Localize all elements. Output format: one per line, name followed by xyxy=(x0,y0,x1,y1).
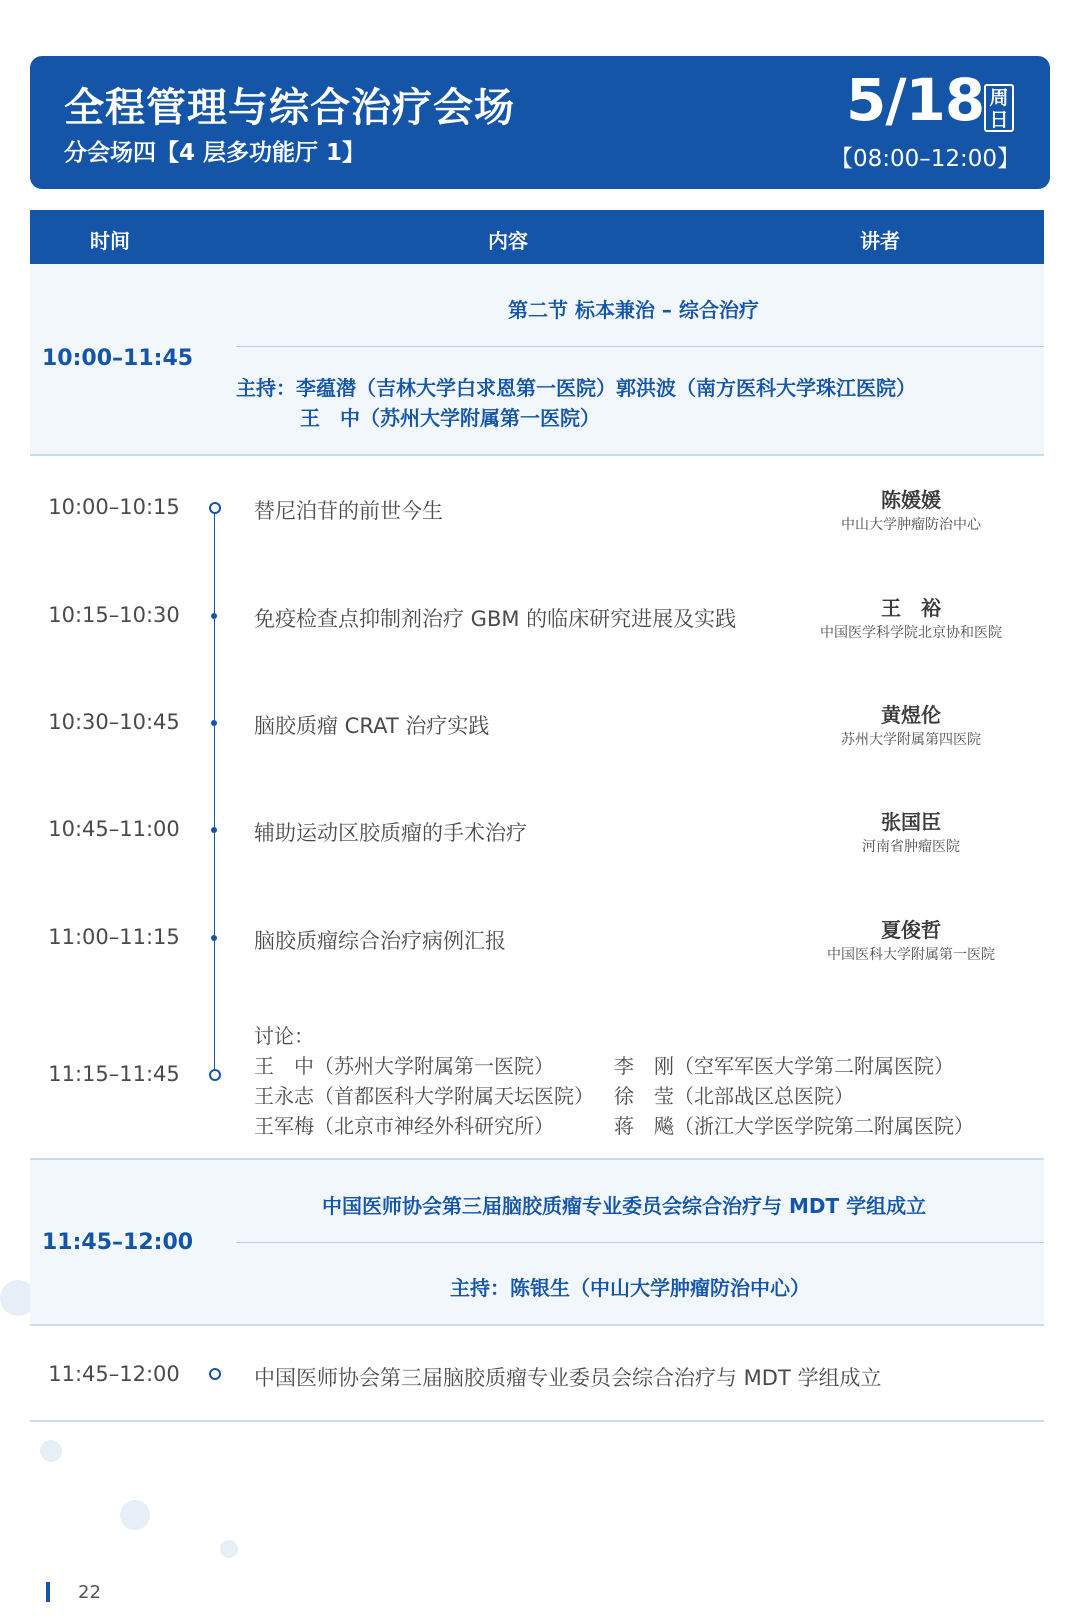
speaker-name: 夏俊哲 xyxy=(881,918,941,942)
column-header-speaker: 讲者 xyxy=(860,229,900,253)
row-topic: 脑胶质瘤综合治疗病例汇报 xyxy=(254,929,506,953)
timeline-dot xyxy=(211,613,217,619)
section-host-continued: 王 中（苏州大学附属第一医院） xyxy=(300,406,600,430)
session-banner xyxy=(30,56,1050,189)
page-marker-bar xyxy=(46,1582,50,1602)
discussant: 李 刚（空军军医大学第二附属医院） xyxy=(614,1054,954,1078)
row-topic: 辅助运动区胶质瘤的手术治疗 xyxy=(254,821,527,845)
timeline-start-marker xyxy=(209,502,221,514)
section-title: 中国医师协会第三届脑胶质瘤专业委员会综合治疗与 MDT 学组成立 xyxy=(322,1194,927,1218)
speaker-institution: 中山大学肿瘤防治中心 xyxy=(841,517,981,533)
session-title: 全程管理与综合治疗会场 xyxy=(64,85,515,131)
timeline-dot xyxy=(211,935,217,941)
speaker-name: 陈媛媛 xyxy=(881,488,941,512)
speaker-name: 黄煜伦 xyxy=(881,703,941,727)
discussant: 王 中（苏州大学附属第一医院） xyxy=(254,1054,554,1078)
speaker-institution: 河南省肿瘤医院 xyxy=(862,839,960,855)
table-header xyxy=(30,210,1044,264)
section-time: 10:00–11:45 xyxy=(42,346,194,371)
row-time: 11:45–12:00 xyxy=(48,1362,180,1386)
section-host: 主持：李蕴潜（吉林大学白求恩第一医院）郭洪波（南方医科大学珠江医院） xyxy=(236,376,916,400)
row-time: 11:15–11:45 xyxy=(48,1062,180,1086)
row-topic: 替尼泊苷的前世今生 xyxy=(254,499,443,523)
row-time: 10:45–11:00 xyxy=(48,817,180,841)
session-time-range: 【08:00–12:00】 xyxy=(830,146,1021,172)
column-header-time: 时间 xyxy=(90,229,130,253)
divider xyxy=(30,454,1044,456)
timeline-marker xyxy=(209,1368,221,1380)
row-time: 10:15–10:30 xyxy=(48,603,180,627)
decorative-dot xyxy=(220,1540,238,1558)
timeline-dot xyxy=(211,827,217,833)
page-number: 22 xyxy=(78,1582,101,1603)
row-time: 10:00–10:15 xyxy=(48,495,180,519)
speaker-institution: 中国医科大学附属第一医院 xyxy=(827,947,995,963)
divider xyxy=(30,1420,1044,1422)
discussant: 王永志（首都医科大学附属天坛医院） xyxy=(254,1084,594,1108)
decorative-dot xyxy=(120,1500,150,1530)
section-time: 11:45–12:00 xyxy=(42,1230,194,1255)
discussant: 徐 莹（北部战区总医院） xyxy=(614,1084,854,1108)
timeline-dot xyxy=(211,720,217,726)
session-date: 5/18 xyxy=(846,66,985,134)
decorative-dot xyxy=(40,1440,62,1462)
column-header-content: 内容 xyxy=(488,229,528,253)
discussant: 王军梅（北京市神经外科研究所） xyxy=(254,1114,554,1138)
discussion-label: 讨论： xyxy=(254,1024,314,1048)
speaker-name: 王 裕 xyxy=(881,596,941,620)
speaker-name: 张国臣 xyxy=(881,810,941,834)
row-topic: 脑胶质瘤 CRAT 治疗实践 xyxy=(254,714,490,738)
row-time: 10:30–10:45 xyxy=(48,710,180,734)
section-host: 主持：陈银生（中山大学肿瘤防治中心） xyxy=(450,1276,810,1300)
speaker-institution: 苏州大学附属第四医院 xyxy=(841,732,981,748)
row-time: 11:00–11:15 xyxy=(48,925,180,949)
divider xyxy=(236,1242,1044,1243)
speaker-institution: 中国医学科学院北京协和医院 xyxy=(820,625,1002,641)
divider xyxy=(236,346,1044,347)
section-title: 第二节 标本兼治 – 综合治疗 xyxy=(508,298,759,322)
weekday-badge: 周日 xyxy=(984,84,1014,132)
session-venue: 分会场四【4 层多功能厅 1】 xyxy=(64,140,366,166)
row-topic: 中国医师协会第三届脑胶质瘤专业委员会综合治疗与 MDT 学组成立 xyxy=(254,1366,882,1390)
timeline-line xyxy=(214,508,215,1074)
discussant: 蒋 飚（浙江大学医学院第二附属医院） xyxy=(614,1114,974,1138)
row-topic: 免疫检查点抑制剂治疗 GBM 的临床研究进展及实践 xyxy=(254,607,737,631)
divider xyxy=(30,1324,1044,1326)
timeline-end-marker xyxy=(209,1069,221,1081)
